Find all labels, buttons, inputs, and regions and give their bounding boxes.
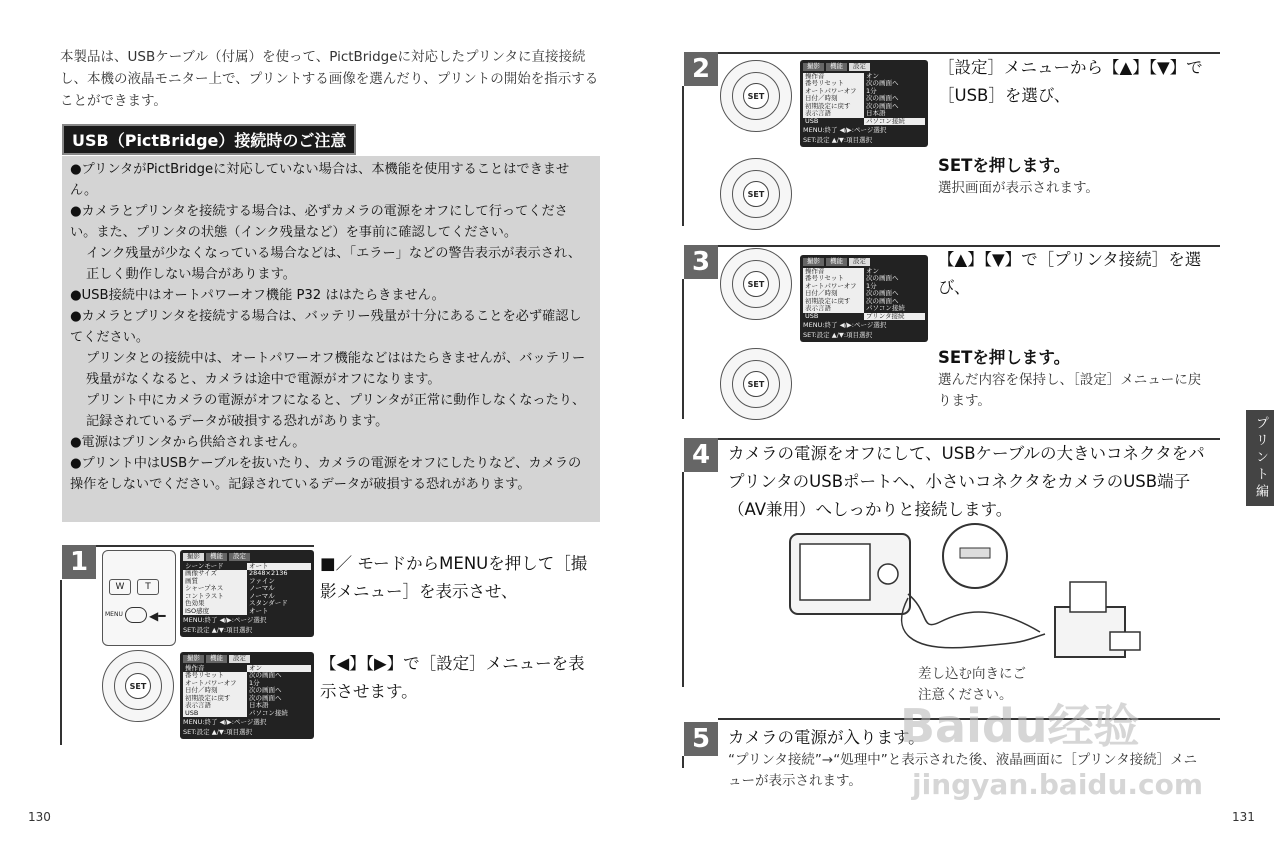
caution-item: ●カメラとプリンタを接続する場合は、必ずカメラの電源をオフにして行ってください。また、プリンタの状態（インク残量など）を事前に確認してください。 (70, 204, 568, 240)
set-button: SET (743, 271, 769, 297)
lcd-tab: 撮影 (183, 553, 204, 561)
step-4-badge: 4 (684, 438, 718, 472)
lcd-item-label: 番号リセット (805, 274, 844, 282)
step-1-text-b: 【◀】【▶】で［設定］メニューを表示させます。 (320, 654, 585, 701)
lcd-item-value: パソコン接続 (864, 305, 925, 313)
lcd-tab: 設定 (849, 63, 870, 71)
lcd-item-label: 日付／時刻 (805, 94, 838, 102)
step-2-note: 選択画面が表示されます。 (938, 180, 1099, 196)
lcd-item-value: スタンダード (247, 600, 311, 608)
zoom-w-button: W (109, 579, 131, 595)
lcd-footer: MENU:終了 ◀/▶:ページ選択 (803, 321, 887, 329)
step-5-text: カメラの電源が入ります。 (728, 728, 925, 747)
lcd-item-value: 次の画面へ (864, 275, 925, 283)
lcd-item-label: 日付／時刻 (805, 289, 838, 297)
lcd-settings-menu (180, 652, 314, 739)
step-3-badge: 3 (684, 245, 718, 279)
lcd-item-value: ノーマル (247, 585, 311, 593)
lcd-item-value: オン (864, 73, 925, 81)
lcd-item-value: 1分 (864, 88, 925, 96)
lcd-tab: 撮影 (183, 655, 204, 663)
lcd-item-label: 初期設定に戻す (185, 693, 231, 702)
lcd-item-value: 次の画面へ (864, 95, 925, 103)
lcd-item-value: オン (864, 268, 925, 276)
step-1-badge: 1 (62, 545, 96, 579)
lcd-tab: 設定 (229, 553, 250, 561)
lcd-item-value: オート (247, 563, 311, 571)
lcd-item-value: 次の画面へ (864, 103, 925, 111)
lcd-tab: 機能 (826, 63, 847, 71)
baidu-watermark-url: jingyan.baidu.com (912, 768, 1204, 801)
step-divider (682, 86, 684, 226)
lcd-footer: SET:設定 ▲/▼:項目選択 (183, 727, 253, 736)
lcd-item-label: 色効果 (185, 599, 205, 607)
caution-item: インク残量が少なくなっている場合などは、「エラー」などの警告表示が表示され、正しく動作しない場合があります。 (86, 246, 582, 282)
lcd-footer: MENU:終了 ◀/▶:ページ選択 (183, 616, 267, 624)
control-dial (720, 60, 792, 132)
lcd-item-label: 表示言語 (805, 109, 831, 117)
printer-paper (1070, 582, 1106, 612)
set-button: SET (743, 181, 769, 207)
step-divider (96, 545, 314, 547)
section-tab-print: プリント編 (1246, 410, 1274, 506)
lcd-item-value: 次の画面へ (247, 687, 311, 695)
lcd-item-value: 次の画面へ (864, 290, 925, 298)
lcd-item-label: 表示言語 (185, 701, 211, 709)
connector-caption: 差し込む向きにご注意ください。 (918, 666, 1026, 703)
step-1-text-a-body: ／ モードからMENUを押して［撮影メニュー］を表示させ、 (320, 554, 588, 601)
caution-box (62, 156, 600, 522)
lcd-rows (183, 563, 311, 616)
lcd-item-value: オート (247, 608, 311, 616)
caution-item: ●プリンタがPictBridgeに対応していない場合は、本機能を使用することはできません。 (70, 162, 570, 198)
lcd-settings-menu (800, 60, 928, 147)
page-number-right: 131 (1232, 810, 1255, 824)
lcd-tab: 機能 (826, 258, 847, 266)
lcd-item-value: 1分 (247, 680, 311, 688)
set-button: SET (743, 371, 769, 397)
lcd-item-label: シャープネス (185, 584, 224, 592)
caution-item: ●USB接続中はオートパワーオフ機能 P32 ははたらきません。 (70, 288, 445, 303)
lcd-item-value: ファイン (247, 578, 311, 586)
lcd-tab: 設定 (229, 655, 250, 663)
camera-back-illustration (102, 550, 176, 646)
lcd-item-label: シーンモード (183, 563, 247, 571)
arrow-left-icon: ◀━ (149, 609, 166, 623)
lcd-item-label: オートパワーオフ (805, 86, 857, 95)
lcd-item-value: ノーマル (247, 593, 311, 601)
lcd-item-label: オートパワーオフ (805, 281, 857, 290)
usb-cable (908, 594, 1040, 632)
lcd-item-label: オートパワーオフ (185, 678, 237, 687)
lcd-item-value: 次の画面へ (864, 80, 925, 88)
lcd-usb-menu (800, 255, 928, 342)
control-dial (720, 348, 792, 420)
camera-icon: ■ (320, 554, 336, 573)
camera-screen (800, 544, 870, 600)
step-divider (60, 580, 62, 745)
lcd-footer: MENU:終了 ◀/▶:ページ選択 (183, 718, 267, 726)
caution-item: ●カメラとプリンタを接続する場合は、バッテリー残量が十分にあることを必ず確認してください。 (70, 309, 582, 345)
lcd-tab: 機能 (206, 553, 227, 561)
set-button: SET (743, 83, 769, 109)
menu-button (125, 607, 147, 623)
lcd-tab: 機能 (206, 655, 227, 663)
printer-output-tray (1110, 632, 1140, 650)
lcd-item-label: 初期設定に戻す (805, 101, 851, 110)
zoom-t-button: T (137, 579, 159, 595)
set-button: SET (125, 673, 151, 699)
lcd-item-label: 画質 (185, 576, 198, 585)
caution-item: プリンタとの接続中は、オートパワーオフ機能などははたらきませんが、バッテリー残量がなくなると、カメラは途中で電源がオフになります。 (86, 351, 586, 387)
lcd-rows (183, 665, 311, 718)
lcd-item-label: USB (803, 118, 864, 126)
step-divider (682, 756, 684, 768)
control-dial (720, 158, 792, 230)
usb-plug-icon (960, 548, 990, 558)
lcd-item-label: USB (185, 708, 199, 717)
lcd-item-label: 表示言語 (805, 304, 831, 312)
baidu-watermark-logo: Baidu经验 (900, 699, 1140, 753)
step-2-set-text: SETを押します。 (938, 156, 1071, 175)
step-3-note: 選んだ内容を保持し、［設定］メニューに戻ります。 (938, 372, 1202, 409)
lcd-item-label: 番号リセット (805, 79, 844, 87)
lcd-item-value: オン (247, 665, 311, 673)
lcd-item-label: 操作音 (805, 266, 825, 275)
lcd-item-label: 番号リセット (185, 671, 224, 679)
step-5-note: “プリンタ接続”→“処理中”と表示された後、液晶画面に［プリンタ接続］メニューが表示されます。 (728, 752, 1198, 789)
caution-item: ●電源はプリンタから供給されません。 (70, 435, 306, 450)
menu-label: MENU (105, 611, 123, 618)
lcd-item-label: コントラスト (185, 591, 224, 600)
lcd-item-label: ISO感度 (185, 606, 210, 615)
lcd-footer: SET:設定 ▲/▼:項目選択 (183, 625, 253, 634)
step-divider (682, 472, 684, 687)
control-dial (102, 650, 174, 722)
lcd-item-label: 操作音 (183, 665, 247, 673)
step-5-badge: 5 (684, 722, 718, 756)
lcd-item-value: 1分 (864, 283, 925, 291)
step-divider (682, 279, 684, 419)
lcd-item-label: 画像サイズ (185, 569, 217, 577)
lcd-item-label: 初期設定に戻す (805, 296, 851, 305)
caution-item: プリント中にカメラの電源がオフになると、プリンタが正常に動作しなくなったり、記録されているデータが破損する恐れがあります。 (86, 393, 586, 429)
lcd-tab: 撮影 (803, 63, 824, 71)
lcd-item-value: 日本語 (247, 702, 311, 710)
lcd-item-value: 次の画面へ (247, 672, 311, 680)
step-1-text-a (320, 550, 600, 606)
lcd-item-value: 2848×2136 (247, 570, 311, 578)
lcd-footer: MENU:終了 ◀/▶:ページ選択 (803, 126, 887, 134)
intro-paragraph: 本製品は、USBケーブル（付属）を使って、PictBridgeに対応したプリンタに直接接続し、本機の液晶モニター上で、プリントする画像を選んだり、プリントの開始を指示することができます。 (60, 49, 599, 109)
lcd-item-label: USB (803, 313, 864, 321)
lcd-rows (803, 268, 925, 321)
step-3-text-a: 【▲】【▼】で［プリンタ接続］を選び、 (938, 250, 1202, 297)
page-number-left: 130 (28, 810, 51, 824)
lcd-item-label: 日付／時刻 (185, 686, 218, 694)
step-3-set-text: SETを押します。 (938, 348, 1071, 367)
step-2-badge: 2 (684, 52, 718, 86)
lcd-item-value: パソコン接続 (864, 118, 925, 126)
control-dial (720, 248, 792, 320)
lcd-item-value: 次の画面へ (864, 298, 925, 306)
lcd-item-value: 次の画面へ (247, 695, 311, 703)
lcd-rows (803, 73, 925, 126)
step-2-text-a: ［設定］メニューから【▲】【▼】で［USB］を選び、 (938, 58, 1203, 105)
caution-title: USB（PictBridge）接続時のご注意 (62, 124, 356, 155)
lcd-tab: 設定 (849, 258, 870, 266)
lcd-item-value: 日本語 (864, 110, 925, 118)
lcd-footer: SET:設定 ▲/▼:項目選択 (803, 135, 873, 144)
lcd-shooting-menu (180, 550, 314, 637)
lcd-tab: 撮影 (803, 258, 824, 266)
lcd-item-label: 操作音 (805, 71, 825, 80)
step-4-text: カメラの電源をオフにして、USBケーブルの大きいコネクタをパプリンタのUSBポートへ、小さいコネクタをカメラのUSB端子（AV兼用）へしっかりと接続します。 (728, 444, 1205, 519)
lcd-item-value: プリンタ接続 (864, 313, 925, 321)
caution-item: ●プリント中はUSBケーブルを抜いたり、カメラの電源をオフにしたりなど、カメラの操作をしないでください。記録されているデータが破損する恐れがあります。 (70, 456, 582, 492)
camera-dial-icon (878, 564, 898, 584)
lcd-item-value: パソコン接続 (247, 710, 311, 718)
lcd-footer: SET:設定 ▲/▼:項目選択 (803, 330, 873, 339)
